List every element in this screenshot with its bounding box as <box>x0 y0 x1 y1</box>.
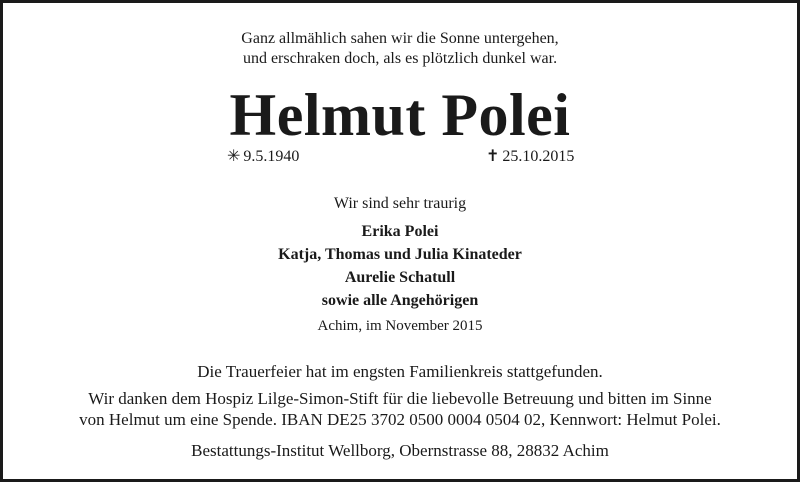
thanks-line-2: von Helmut um eine Spende. IBAN DE25 3702 0500 0004 0504 02, Kennwort: Helmut Polei. <box>79 410 721 429</box>
death-date <box>486 147 574 167</box>
undertaker-address: Bestattungs-Institut Wellborg, Obernstrasse 88, 28832 Achim <box>191 441 609 460</box>
mourners-list <box>0 220 800 312</box>
mourner: sowie alle Angehörigen <box>321 292 479 309</box>
thanks-note <box>0 388 800 430</box>
mourning-statement: Wir sind sehr traurig <box>333 195 467 212</box>
verse <box>0 29 800 69</box>
death-date-value: 25.10.2015 <box>502 148 575 165</box>
mourner: Aurelie Schatull <box>344 269 456 286</box>
verse-line-2: und erschraken doch, als es plötzlich dunkel war. <box>242 50 558 67</box>
place-date: Achim, im November 2015 <box>317 318 483 334</box>
birth-star-icon: ✳ <box>227 148 241 165</box>
mourner: Katja, Thomas und Julia Kinateder <box>278 246 522 263</box>
deceased-name: Helmut Polei <box>229 82 571 148</box>
birth-date <box>227 147 299 167</box>
birth-date-value: 9.5.1940 <box>243 148 300 165</box>
mourner: Erika Polei <box>361 223 439 240</box>
death-cross-icon: ✝ <box>486 148 500 165</box>
ceremony-note: Die Trauerfeier hat im engsten Familienkreis stattgefunden. <box>197 362 603 381</box>
thanks-line-1: Wir danken dem Hospiz Lilge-Simon-Stift für die liebevolle Betreuung und bitten im Sinne <box>88 389 712 408</box>
verse-line-1: Ganz allmählich sahen wir die Sonne untergehen, <box>241 30 559 47</box>
